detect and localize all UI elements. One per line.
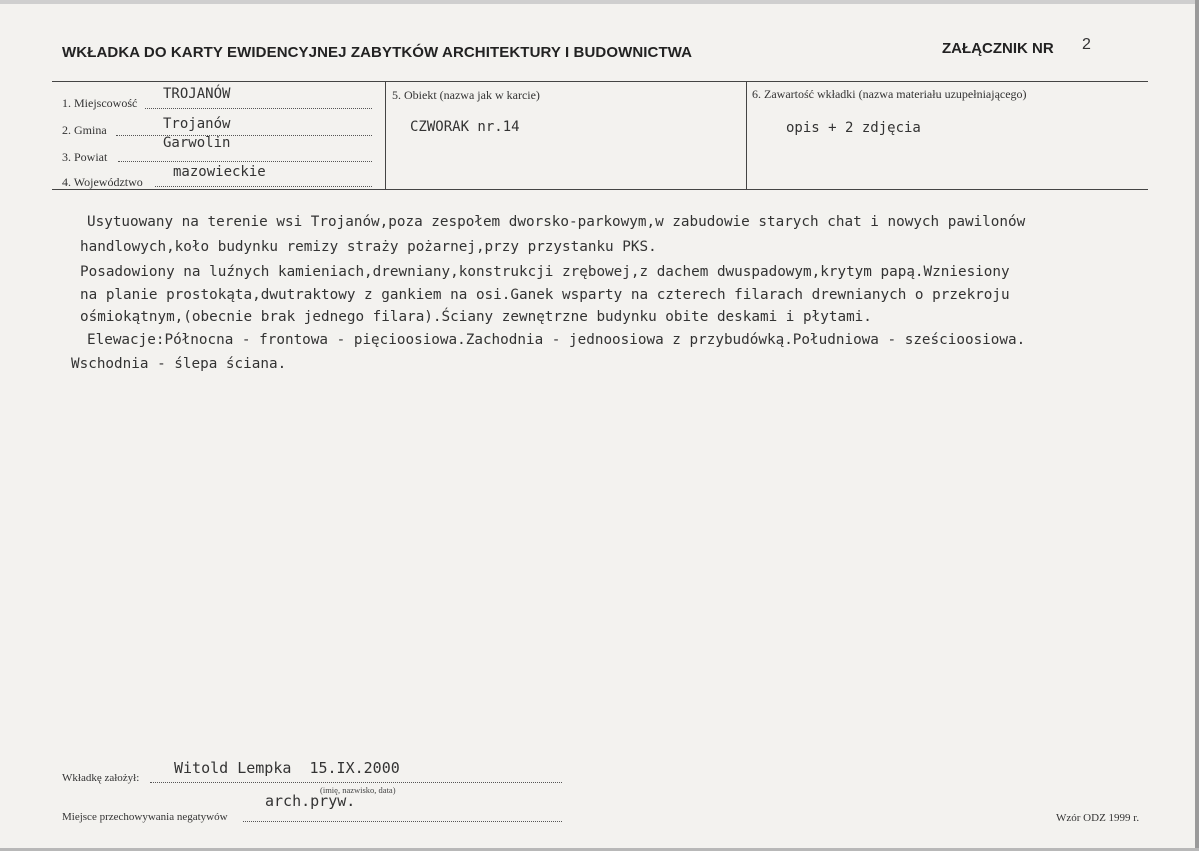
form-template-mark: Wzór ODZ 1999 r. — [1056, 812, 1140, 824]
county-dotted-line — [118, 160, 372, 162]
commune-label: 2. Gmina — [62, 123, 107, 137]
town-dotted-line — [145, 107, 372, 109]
object-value: CZWORAK nr.14 — [410, 119, 520, 135]
object-label: 5. Obiekt (nazwa jak w karcie) — [392, 88, 540, 102]
voivodeship-dotted-line — [155, 185, 372, 187]
negatives-value: arch.pryw. — [265, 792, 356, 810]
form-title: WKŁADKA DO KARTY EWIDENCYJNEJ ZABYTKÓW ARCHITEKTURY I BUDOWNICTWA — [62, 44, 693, 61]
grid-divider-2 — [746, 81, 747, 189]
negatives-label: Miejsce przechowywania negatywów — [62, 811, 228, 823]
body-line-5: ośmiokątnym,(obecnie brak jednego filara).Ściany zewnętrzne budynku obite deskami i płytami. — [80, 309, 872, 325]
commune-dotted-line — [116, 134, 372, 136]
body-line-3: Posadowiony na luźnych kamieniach,drewniany,konstrukcji zrębowej,z dachem dwuspadowym,krytym papą.Wzniesiony — [80, 264, 1010, 280]
body-line-6: Elewacje:Północna - frontowa - pięcioosiowa.Zachodnia - jednoosiowa z przybudówką.Południowa - sześcioosiowa. — [87, 332, 1026, 348]
county-label: 3. Powiat — [62, 150, 108, 164]
scan-edge-top — [0, 0, 1199, 4]
annex-label: ZAŁĄCZNIK NR — [942, 40, 1054, 57]
county-value: Garwolin — [163, 135, 231, 151]
body-line-2: handlowych,koło budynku remizy straży pożarnej,przy przystanku PKS. — [80, 239, 657, 255]
created-by-label: Wkładkę założył: — [62, 772, 140, 784]
body-line-4: na planie prostokąta,dwutraktowy z gankiem na osi.Ganek wsparty na czterech filarach drewnianych o przekroju — [80, 287, 1010, 303]
contents-label: 6. Zawartość wkładki (nazwa materiału uzupełniającego) — [752, 87, 1027, 101]
created-by-hint: (imię, nazwisko, data) — [320, 785, 396, 795]
scan-edge-right — [1195, 0, 1199, 851]
town-value: TROJANÓW — [163, 86, 231, 102]
body-line-7: Wschodnia - ślepa ściana. — [71, 356, 287, 372]
body-line-1: Usytuowany na terenie wsi Trojanów,poza zespołem dworsko-parkowym,w zabudowie starych chat i nowych pawilonów — [87, 214, 1026, 230]
commune-value: Trojanów — [163, 116, 231, 132]
voivodeship-label: 4. Województwo — [62, 175, 143, 189]
town-label: 1. Miejscowość — [62, 96, 138, 110]
annex-number: 2 — [1082, 36, 1091, 53]
created-by-value: Witold Lempka 15.IX.2000 — [174, 759, 400, 777]
contents-value: opis + 2 zdjęcia — [786, 120, 921, 136]
grid-divider-1 — [385, 81, 386, 189]
grid-top-line — [52, 81, 1148, 82]
negatives-dotted-line — [243, 820, 562, 822]
created-by-dotted-line — [150, 781, 562, 783]
voivodeship-value: mazowieckie — [173, 164, 266, 180]
grid-bottom-line — [52, 189, 1148, 190]
